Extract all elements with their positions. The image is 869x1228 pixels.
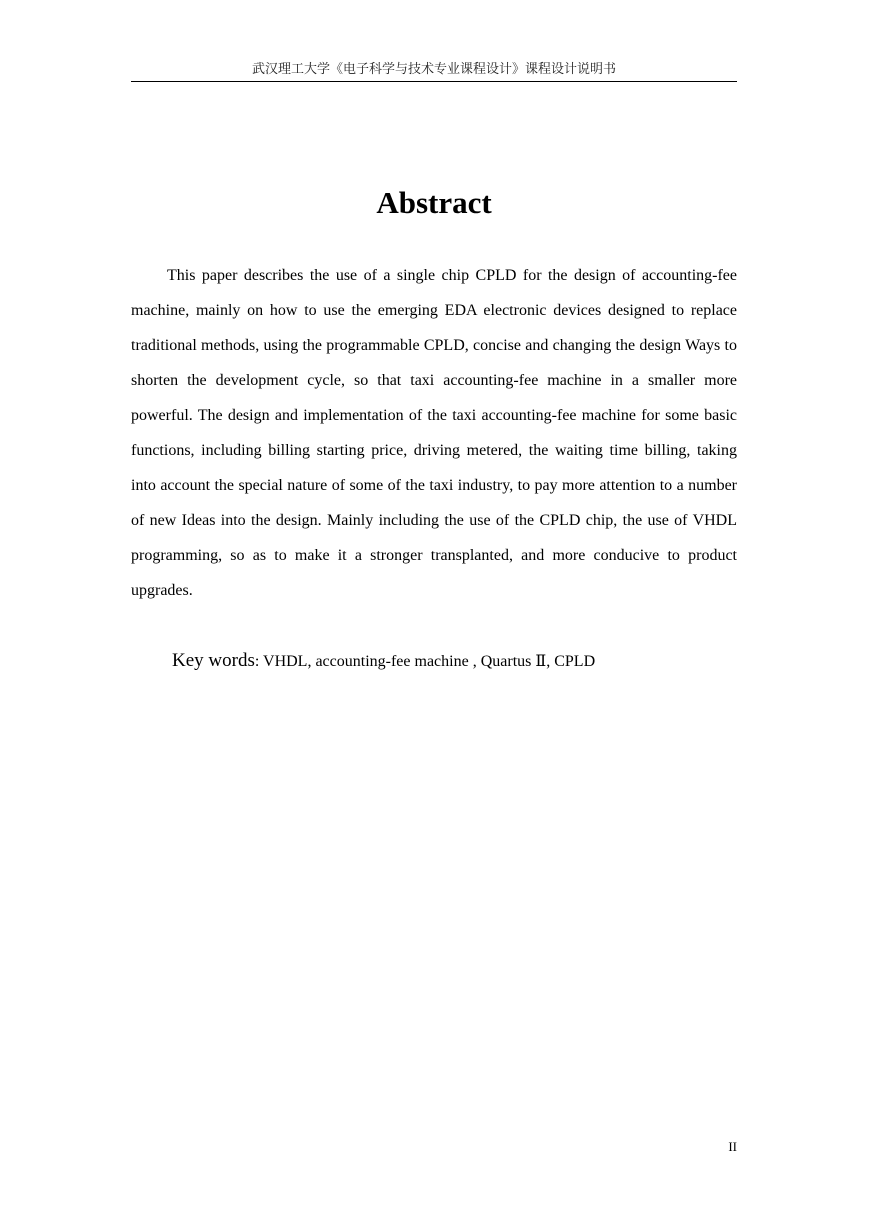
- keywords-label: Key words: [172, 650, 255, 671]
- keywords-line: [172, 647, 595, 676]
- header-rule: [131, 81, 737, 82]
- abstract-body: This paper describes the use of a single chip CPLD for the design of accounting-fee machine, mainly on how to use the emerging EDA electronic devices designed to replace traditional methods, using the programmable CPLD, concise and changing the design Ways to shorten the development cycle, so that taxi accounting-fee machine in a smaller more powerful. The design and implementation of the taxi accounting-fee machine for some basic functions, including billing starting price, driving metered, the waiting time billing, taking into account the special nature of some of the taxi industry, to pay more attention to a number of new Ideas into the design. Mainly including the use of the CPLD chip, the use of VHDL programming, so as to make it a stronger transplanted, and more conducive to product upgrades.: [131, 267, 737, 599]
- page-title: Abstract: [376, 185, 492, 220]
- page-header: 武汉理工大学《电子科学与技术专业课程设计》课程设计说明书: [251, 62, 616, 77]
- keywords-text: : VHDL, accounting-fee machine , Quartus Ⅱ, CPLD: [254, 653, 596, 670]
- page-number: II: [728, 1139, 737, 1154]
